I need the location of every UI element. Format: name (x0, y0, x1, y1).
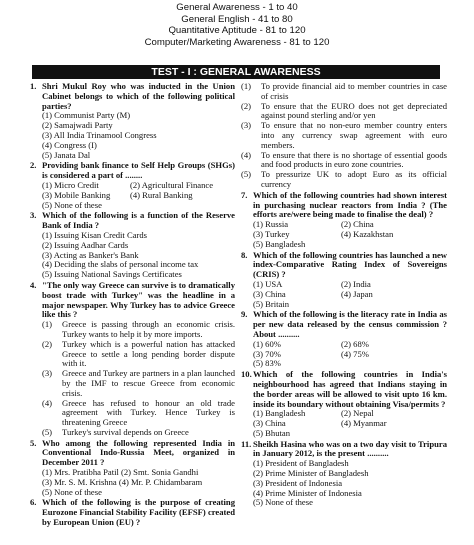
option (241, 170, 447, 190)
option: (4) Rural Banking (130, 189, 193, 200)
question-5 (30, 439, 235, 498)
question-6-options (241, 82, 447, 190)
option: (1) USA (253, 278, 283, 289)
option: (1) President of Bangladesh (253, 458, 349, 469)
option: (5) Bhutan (253, 427, 290, 438)
option: (3) China (253, 418, 286, 429)
option: (4) Prime Minister of Indonesia (253, 487, 362, 498)
question-number: 7. (241, 189, 248, 200)
option: (3) Turkey (253, 228, 290, 239)
option-text: To provide financial aid to member countries in case of crisis (261, 81, 447, 101)
schedule-line: Computer/Marketing Awareness - 81 to 120 (144, 36, 330, 48)
option: (2) Issuing Aadhar Cards (42, 239, 129, 250)
option: (4) Congress (I) (42, 139, 97, 150)
question-text: Providing bank finance to Self Help Groups (SHGs) is considered a part of ........ (42, 160, 235, 181)
option: (4) 75% (341, 348, 369, 359)
option: (1) Micro Credit (42, 179, 99, 190)
option: (5) Janata Dal (42, 149, 91, 160)
question-9 (241, 310, 447, 369)
question-text: Which of the following is a function of the Reserve Bank of India ? (42, 210, 235, 231)
option (241, 82, 447, 102)
option: (4) Deciding the slabs of personal income tax (42, 259, 199, 270)
question-number: 1. (30, 81, 37, 91)
option: (3) Mobile Banking (42, 189, 111, 200)
schedule-line: General English - 41 to 80 (181, 13, 293, 25)
question-number: 10. (241, 369, 252, 380)
question-2 (30, 161, 235, 210)
option: (1) Bangladesh (253, 408, 306, 419)
question-number: 3. (30, 210, 37, 221)
test-schedule-header (0, 2, 474, 48)
question-number: 5. (30, 437, 37, 448)
question-number: 4. (30, 279, 37, 290)
question-1 (30, 82, 235, 160)
option-text: Greece and Turkey are partners in a plan launched by the IMF to rescue Greece from economic crisis. (62, 368, 235, 398)
option: (5) None of these (42, 199, 102, 210)
question-number: 2. (30, 160, 37, 171)
question-number: 8. (241, 249, 248, 260)
option: (2) 68% (341, 338, 369, 349)
option-number: (2) (241, 100, 252, 111)
option: (3) All India Trinamool Congress (42, 129, 157, 140)
option: (1) Communist Party (M) (42, 110, 131, 121)
option (241, 151, 447, 171)
question-text: Which of the following is the purpose of creating Eurozone Financial Stability Facility (EFSF) created by European Union (EU) ? (42, 497, 235, 528)
option: (4) Myanmar (341, 418, 387, 429)
option: (1) 60% (253, 338, 281, 349)
question-6 (30, 498, 235, 527)
option: (5) None of these (253, 497, 313, 508)
option: (3) 70% (253, 348, 281, 359)
option-text: To ensure that there is no shortage of essential goods and food products in euro zone countries. (261, 149, 447, 170)
schedule-line: Quantitative Aptitude - 81 to 120 (168, 25, 306, 37)
question-number: 9. (241, 309, 248, 320)
option: (2) Prime Minister of Bangladesh (253, 468, 369, 479)
question-text: "The only way Greece can survive is to dramatically boost trade with Turkey" was the headline in a major newspaper. Why Turkey has to advice Greece like this ? (42, 279, 235, 320)
question-text: Which of the following countries had shown interest in purchasing nuclear reactors from India ? (The efforts are/were being made to finalise the deal) ? (253, 189, 447, 220)
option (30, 320, 235, 340)
option: (2) Samajwadi Party (42, 120, 113, 131)
question-text: Who among the following represented India in Conventional Indo-Russia Meet, organized in December 2011 ? (42, 437, 235, 468)
option-number: (3) (241, 120, 252, 131)
option: (5) Bangladesh (253, 238, 306, 249)
option: (3) President of Indonesia (253, 477, 343, 488)
option: (5) Issuing National Savings Certificates (42, 269, 182, 280)
option (241, 121, 447, 150)
option: (4) Japan (341, 288, 373, 299)
option-number: (5) (42, 426, 53, 437)
option (30, 340, 235, 369)
question-text: Which of the following countries in India's neighbourhood has agreed that Indians staying in the border areas will be allowed to visit upto 16 km. inside its boundary without obtaining Visa/permits ? (253, 369, 447, 409)
option-number: (4) (42, 397, 53, 408)
option (241, 102, 447, 122)
option-number: (4) (241, 149, 252, 160)
option-text: To pressurize UK to adopt Euro as its official currency (261, 169, 447, 189)
option: (1) Mrs. Pratibha Patil (2) Smt. Sonia Gandhi (42, 467, 199, 478)
option-number: (3) (42, 368, 53, 379)
question-4 (30, 281, 235, 438)
option-text: To ensure that no non-euro member country enters into any currency swap agreement with euro members. (261, 120, 447, 150)
option (30, 428, 235, 438)
option: (3) Mr. S. M. Krishna (4) Mr. P. Chidambaram (42, 476, 203, 487)
question-3 (30, 211, 235, 280)
section-banner: TEST - I : GENERAL AWARENESS (32, 65, 440, 79)
option: (2) Agricultural Finance (130, 179, 214, 190)
option-number: (1) (241, 81, 252, 91)
option: (5) Britain (253, 298, 290, 309)
question-8 (241, 251, 447, 310)
option: (5) 83% (253, 358, 281, 369)
question-text: Which of the following countries has launched a new index-Comparative Rating Index of Sovereigns (CRIS) ? (253, 249, 447, 280)
right-column (241, 82, 447, 509)
option: (4) Kazakhstan (341, 228, 394, 239)
option: (2) India (341, 278, 371, 289)
question-number: 6. (30, 497, 37, 508)
question-number: 11. (241, 438, 252, 449)
option: (1) Russia (253, 219, 289, 230)
question-text: Sheikh Hasina who was on a two day visit to Tripura in January 2012, is the present .......... (253, 438, 447, 459)
option: (3) Acting as Banker's Bank (42, 249, 139, 260)
option (30, 399, 235, 428)
option-text: Greece has refused to honour an old trade agreement with Turkey. Hence Turkey is threatening Greece (62, 397, 235, 428)
option (30, 369, 235, 398)
left-column (30, 82, 235, 529)
option-text: To ensure that the EURO does not get depreciated against pound sterling and/or yen (261, 100, 447, 121)
option: (5) None of these (42, 486, 102, 497)
option: (2) China (341, 219, 374, 230)
option-text: Turkey which is a powerful nation has attacked Greece to settle a long pending border dispute with it. (62, 338, 235, 369)
question-text: Which of the following is the literacy rate in India as per new data released by the census commission ? About .......... (253, 309, 447, 339)
option-text: Greece is passing through an economic crisis. Turkey wants to help it by more imports. (62, 319, 235, 339)
option-number: (1) (42, 319, 53, 330)
question-10 (241, 370, 447, 439)
question-7 (241, 191, 447, 250)
question-text: Shri Mukul Roy who was inducted in the Union Cabinet belongs to which of the following political parties? (42, 81, 235, 111)
option: (3) China (253, 288, 286, 299)
option-number: (5) (241, 169, 252, 180)
option: (2) Nepal (341, 408, 374, 419)
option-number: (2) (42, 338, 53, 349)
schedule-line: General Awareness - 1 to 40 (176, 2, 298, 13)
question-11 (241, 440, 447, 509)
option: (1) Issuing Kisan Credit Cards (42, 229, 148, 240)
option-text: Turkey's survival depends on Greece (62, 426, 189, 437)
